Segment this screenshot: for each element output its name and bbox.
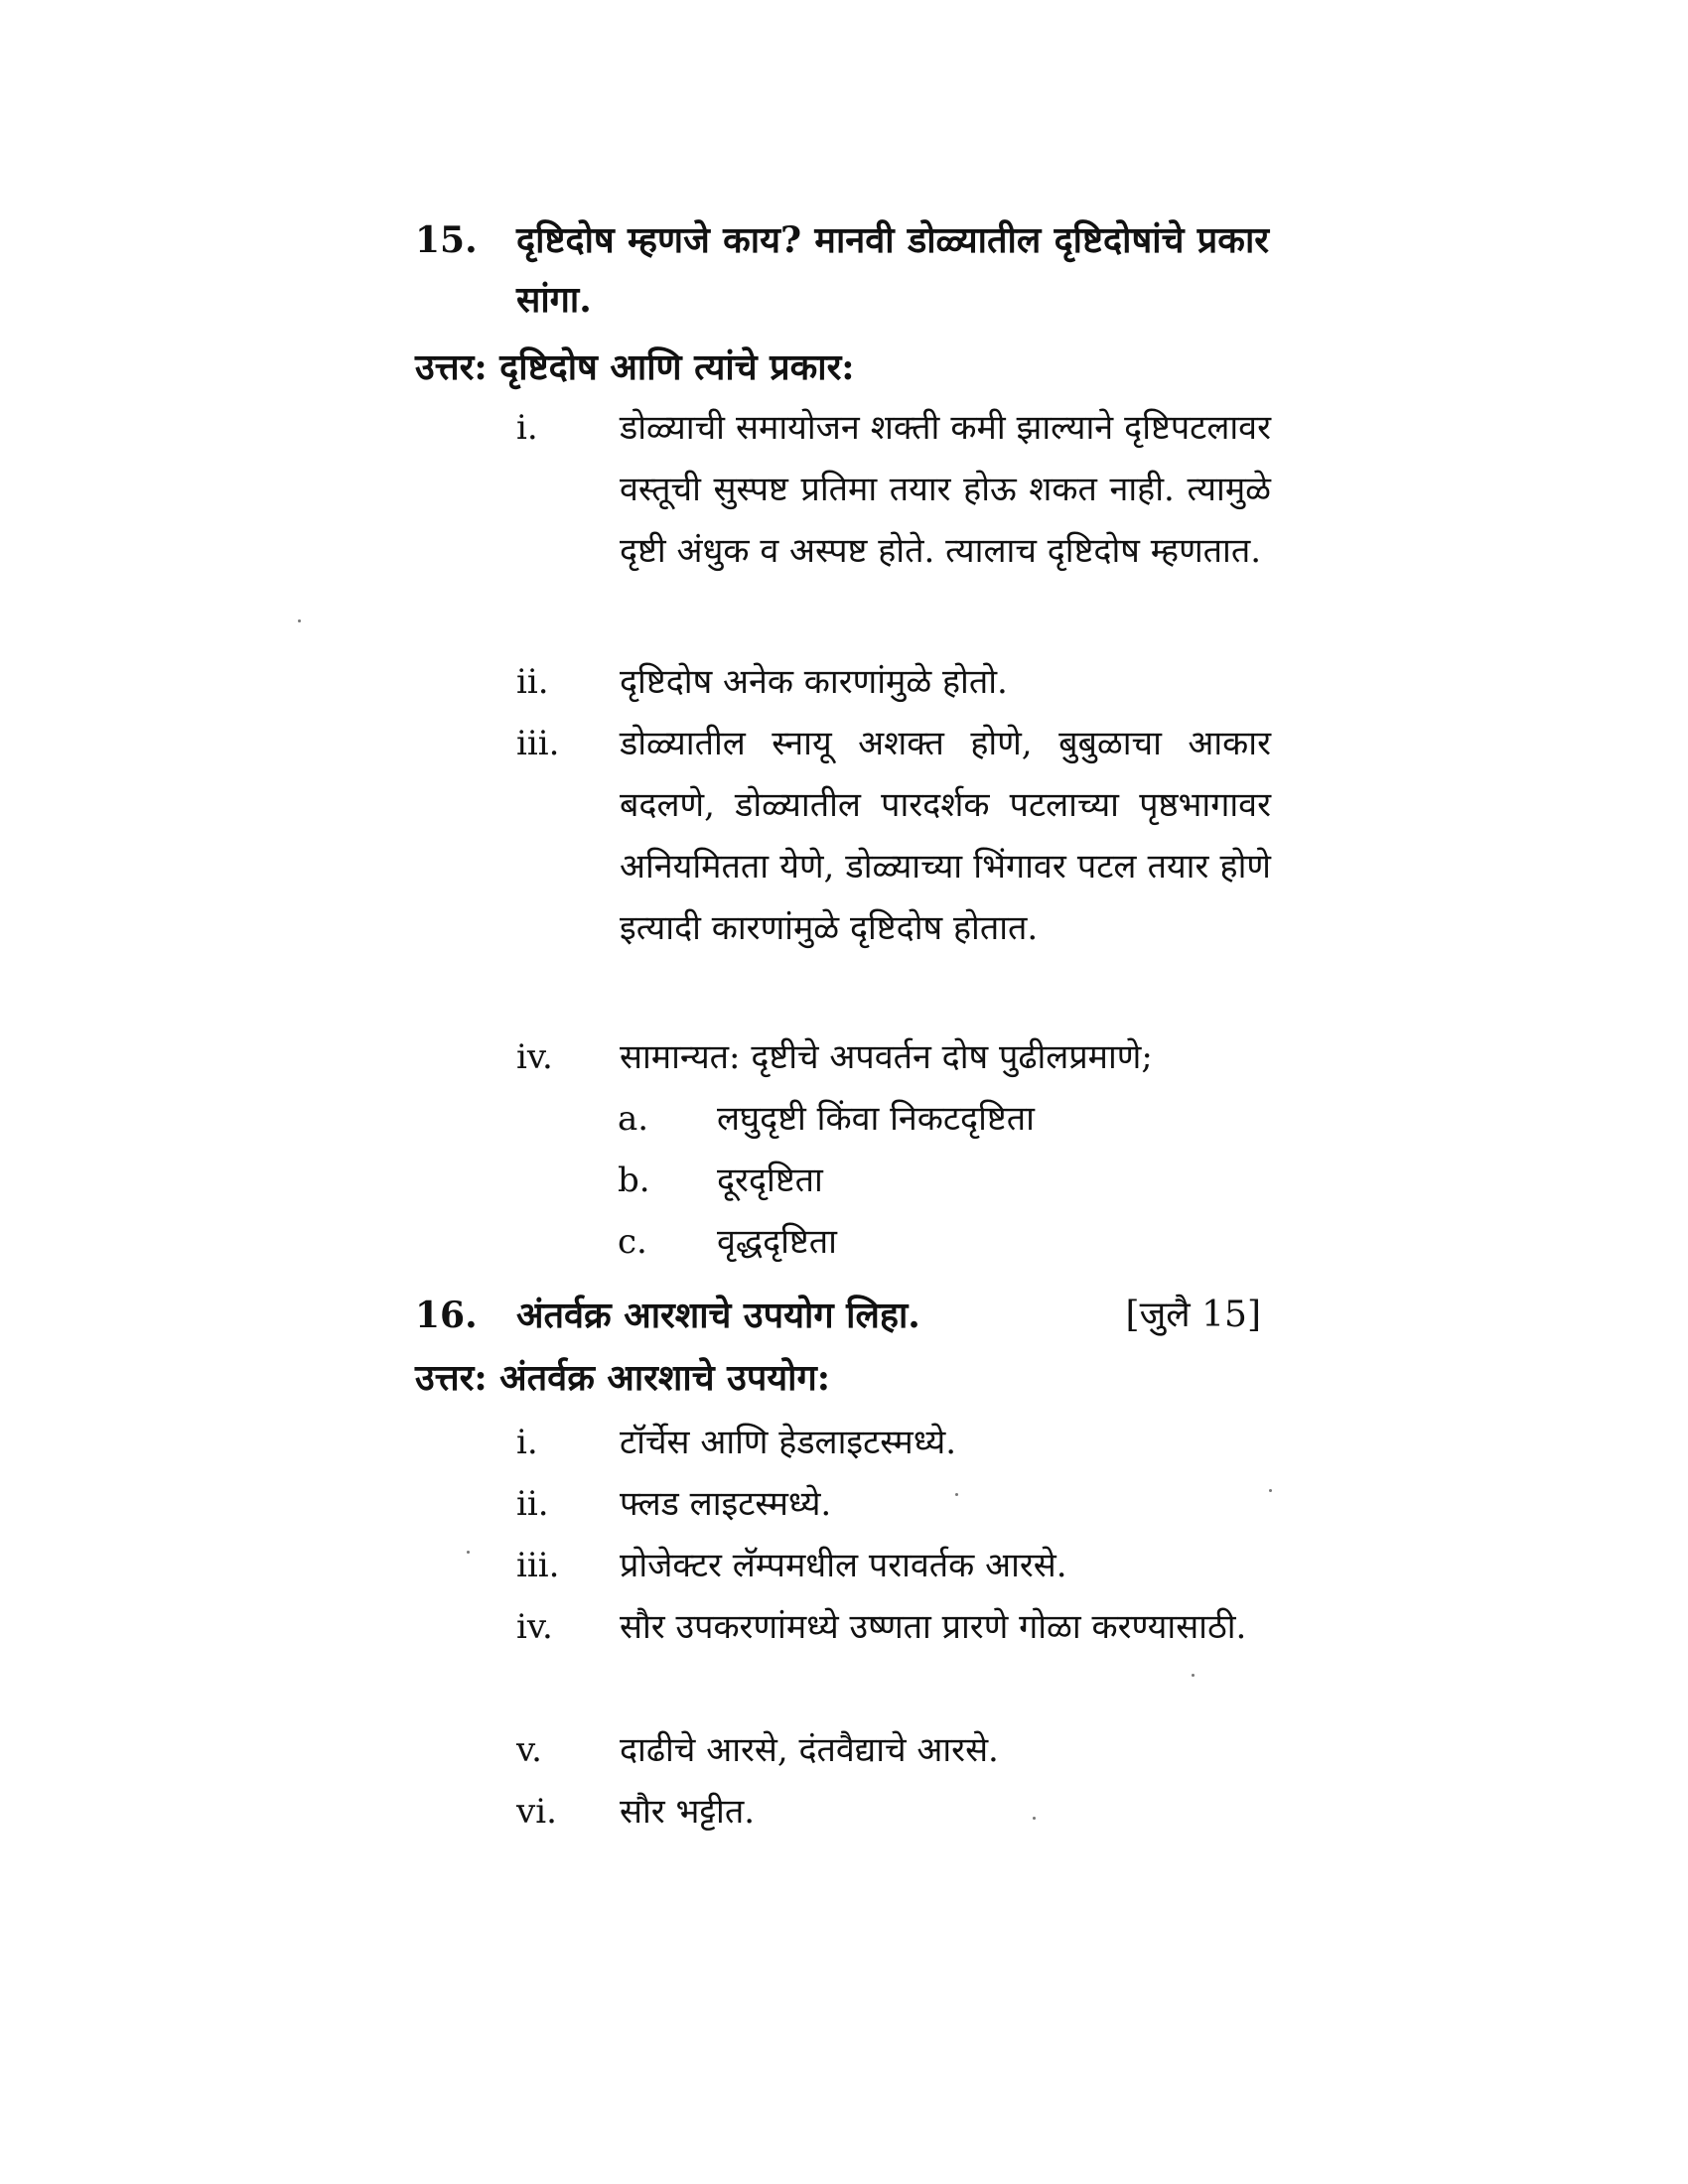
scan-speck bbox=[467, 1551, 470, 1554]
item-marker: iv. bbox=[516, 1037, 553, 1077]
question-text: दृष्टिदोष म्हणजे काय? मानवी डोळ्यातील दृष्टिदोषांचे प्रकार सांगा. bbox=[516, 219, 1269, 321]
item-marker: iii. bbox=[516, 724, 560, 763]
sub-item-marker: b. bbox=[618, 1160, 650, 1200]
item-marker: ii. bbox=[516, 662, 549, 702]
item-marker: vi. bbox=[516, 1792, 557, 1832]
answer-heading-16: उत्तर: अंतर्वक्र आरशाचे उपयोग: bbox=[415, 1357, 831, 1399]
sub-item-marker: c. bbox=[618, 1222, 647, 1262]
sub-item-text: वृद्धदृष्टिता bbox=[717, 1222, 837, 1262]
scan-speck bbox=[1033, 1817, 1036, 1820]
exam-tag: [जुलै 15] bbox=[1125, 1295, 1261, 1335]
item-text: सौर उपकरणांमध्ये उष्णता प्रारणे गोळा करण्यासाठी. bbox=[620, 1607, 1247, 1647]
sub-item-text: दूरदृष्टिता bbox=[717, 1160, 823, 1200]
item-text: सामान्यत: दृष्टीचे अपवर्तन दोष पुढीलप्रमाणे; bbox=[620, 1037, 1153, 1077]
item-text: डोळ्यातील स्नायू अशक्त होणे, बुबुळाचा आकार बदलणे, डोळ्यातील पारदर्शक पटलाच्या पृष्ठभागावर अनियमितता येणे, डोळ्याच्या भिंगावर पटल तयार होणे इत्यादी कारणांमुळे दृष्टिदोष होतात. bbox=[620, 724, 1271, 948]
question-number: 15. bbox=[415, 219, 478, 261]
item-text: प्रोजेक्टर लॅम्पमधील परावर्तक आरसे. bbox=[620, 1546, 1067, 1585]
item-marker: i. bbox=[516, 1423, 538, 1462]
item-text: फ्लड लाइटस्मध्ये. bbox=[620, 1484, 832, 1524]
sub-item-marker: a. bbox=[618, 1099, 649, 1139]
scan-speck bbox=[1269, 1489, 1272, 1492]
scan-speck bbox=[955, 1493, 958, 1496]
scan-speck bbox=[298, 619, 301, 622]
sub-item-text: लघुदृष्टी किंवा निकटदृष्टिता bbox=[717, 1099, 1035, 1139]
item-text: दाढीचे आरसे, दंतवैद्याचे आरसे. bbox=[620, 1730, 999, 1770]
scan-speck bbox=[1192, 1674, 1195, 1677]
question-number: 16. bbox=[415, 1295, 478, 1336]
question-text: अंतर्वक्र आरशाचे उपयोग लिहा. bbox=[516, 1295, 920, 1336]
item-text: दृष्टिदोष अनेक कारणांमुळे होतो. bbox=[620, 662, 1008, 702]
item-marker: iii. bbox=[516, 1546, 560, 1585]
question-15 bbox=[415, 210, 1269, 330]
item-marker: ii. bbox=[516, 1484, 549, 1524]
question-16 bbox=[415, 1286, 1269, 1345]
item-marker: i. bbox=[516, 408, 538, 448]
item-text: टॉर्चेस आणि हेडलाइटस्मध्ये. bbox=[620, 1423, 957, 1462]
item-marker: iv. bbox=[516, 1607, 553, 1647]
item-marker: v. bbox=[516, 1730, 542, 1770]
item-text: डोळ्याची समायोजन शक्ती कमी झाल्याने दृष्टिपटलावर वस्तूची सुस्पष्ट प्रतिमा तयार होऊ शकत नाही. त्यामुळे दृष्टी अंधुक व अस्पष्ट होते. त्यालाच दृष्टिदोष म्हणतात. bbox=[620, 408, 1271, 571]
answer-heading-15: उत्तर: दृष्टिदोष आणि त्यांचे प्रकार: bbox=[415, 346, 855, 388]
item-text: सौर भट्टीत. bbox=[620, 1792, 756, 1832]
